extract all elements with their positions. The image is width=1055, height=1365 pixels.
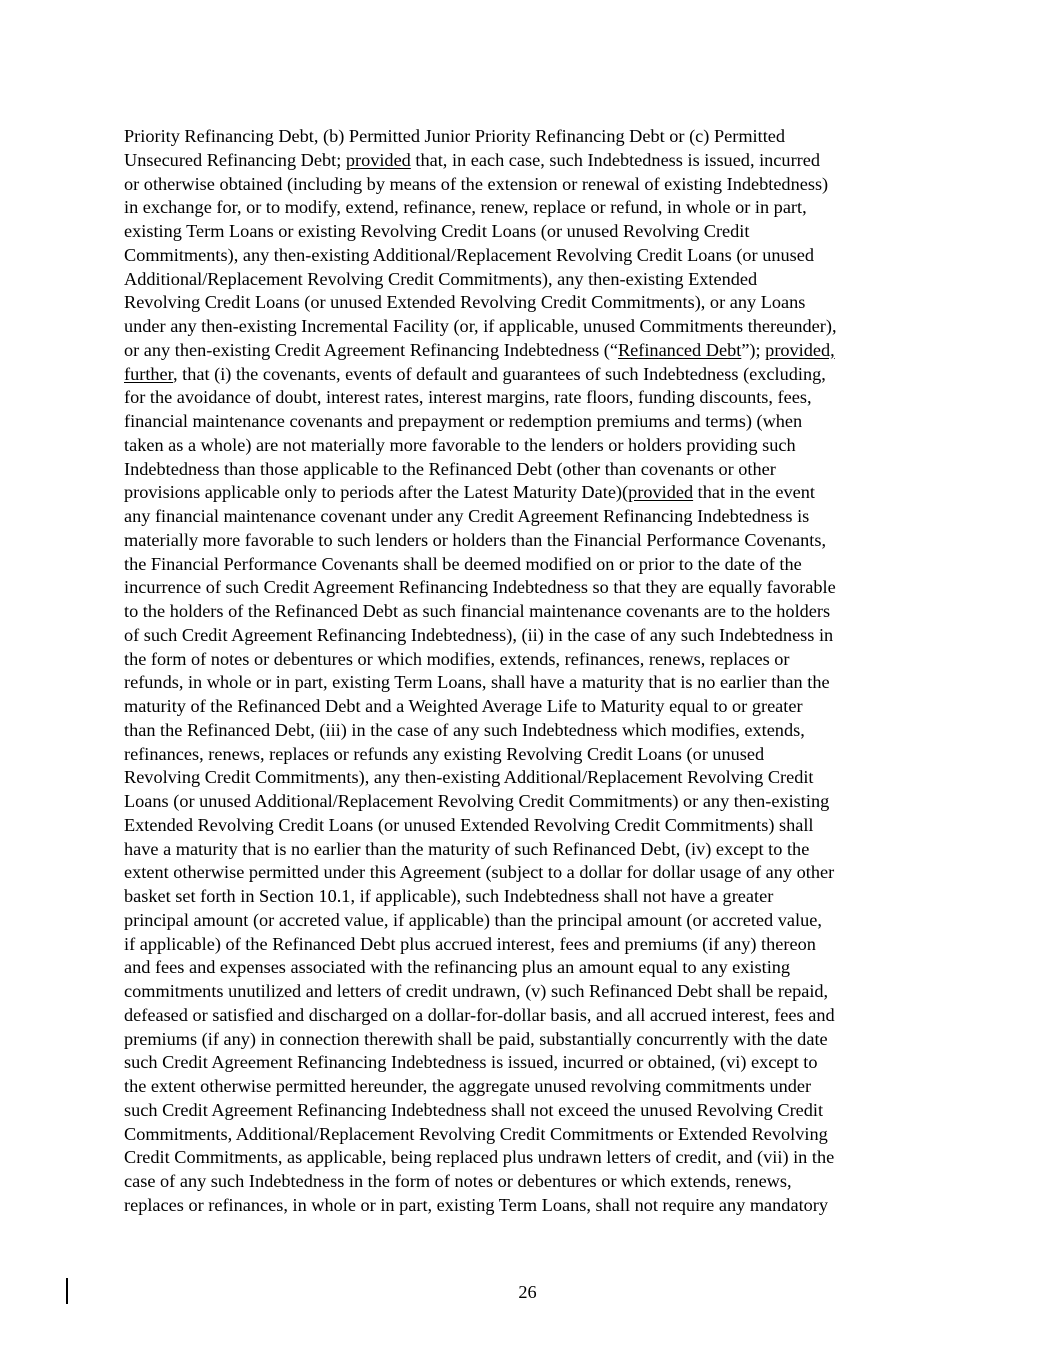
text-line (124, 386, 934, 410)
text-line (124, 695, 934, 719)
body-paragraph (124, 125, 934, 1218)
text-segment: Unsecured Refinancing Debt; (124, 149, 346, 170)
text-segment: than the Refinanced Debt, (iii) in the case of any such Indebtedness which modifies, extends, (124, 719, 805, 740)
text-segment: for the avoidance of doubt, interest rates, interest margins, rate floors, funding discounts, fees, (124, 387, 812, 408)
text-line (124, 220, 934, 244)
text-segment: in exchange for, or to modify, extend, refinance, renew, replace or refund, in whole or in part, (124, 197, 807, 218)
text-line (124, 909, 934, 933)
text-line (124, 671, 934, 695)
text-segment: such Credit Agreement Refinancing Indebtedness is issued, incurred or obtained, (vi) except to (124, 1052, 818, 1073)
text-segment: , that (i) the covenants, events of default and guarantees of such Indebtedness (excluding, (173, 363, 826, 384)
text-segment: maturity of the Refinanced Debt and a Weighted Average Life to Maturity equal to or greater (124, 696, 803, 716)
text-segment: the extent otherwise permitted hereunder, the aggregate unused revolving commitments under (124, 1076, 812, 1096)
text-line (124, 458, 934, 482)
text-segment: existing Term Loans or existing Revolving Credit Loans (or unused Revolving Credit (124, 221, 750, 241)
text-segment: principal amount (or accreted value, if applicable) than the principal amount (or accreted value, (124, 909, 822, 930)
text-line (124, 434, 934, 458)
text-segment: the form of notes or debentures or which modifies, extends, refinances, renews, replaces or (124, 648, 790, 669)
text-line (124, 173, 934, 197)
text-line (124, 268, 934, 292)
text-segment: Extended Revolving Credit Loans (or unused Extended Revolving Credit Commitments) shall (124, 814, 814, 835)
text-segment: extent otherwise permitted under this Agreement (subject to a dollar for dollar usage of any other (124, 862, 835, 883)
text-line (124, 1170, 934, 1194)
text-line (124, 624, 934, 648)
text-line (124, 1146, 934, 1170)
text-segment: the Financial Performance Covenants shall be deemed modified on or prior to the date of the (124, 553, 802, 574)
text-line (124, 956, 934, 980)
text-segment: case of any such Indebtedness in the form of notes or debentures or which extends, renews, (124, 1171, 792, 1191)
text-line (124, 1028, 934, 1052)
text-segment: Indebtedness than those applicable to the Refinanced Debt (other than covenants or other (124, 458, 776, 479)
text-line (124, 553, 934, 577)
text-line (124, 315, 934, 339)
text-segment: Loans (or unused Additional/Replacement Revolving Credit Commitments) or any then-existing (124, 791, 830, 811)
text-line (124, 1123, 934, 1147)
text-segment: to the holders of the Refinanced Debt as such financial maintenance covenants are to the holders (124, 601, 831, 621)
text-segment: that, in each case, such Indebtedness is issued, incurred (410, 149, 820, 170)
underlined-term: provided (628, 482, 694, 503)
text-segment: commitments unutilized and letters of credit undrawn, (v) such Refinanced Debt shall be repaid, (124, 981, 829, 1001)
text-line (124, 149, 934, 173)
text-line (124, 339, 934, 363)
text-segment: financial maintenance covenants and prepayment or redemption premiums and terms) (when (124, 411, 803, 431)
underlined-term: further (124, 363, 174, 384)
text-line (124, 1004, 934, 1028)
text-line (124, 576, 934, 600)
text-line (124, 1194, 934, 1218)
text-segment: replaces or refinances, in whole or in part, existing Term Loans, shall not require any mandatory (124, 1194, 829, 1215)
text-segment: Revolving Credit Commitments), any then-existing Additional/Replacement Revolving Credit (124, 767, 814, 788)
text-segment: Revolving Credit Loans (or unused Extended Revolving Credit Commitments), or any Loans (124, 292, 806, 313)
text-line (124, 766, 934, 790)
text-segment: under any then-existing Incremental Facility (or, if applicable, unused Commitments thereunder), (124, 316, 837, 336)
page-number: 26 (518, 1282, 537, 1302)
text-segment: refunds, in whole or in part, existing Term Loans, shall have a maturity that is no earlier than the (124, 672, 830, 693)
text-segment: ”); (741, 339, 766, 360)
text-line (124, 648, 934, 672)
text-segment: Credit Commitments, as applicable, being replaced plus undrawn letters of credit, and (vii) in the (124, 1147, 835, 1168)
text-segment: or otherwise obtained (including by means of the extension or renewal of existing Indebtedness) (124, 173, 829, 194)
text-line (124, 363, 934, 387)
text-segment: that in the event (693, 482, 815, 503)
text-line (124, 980, 934, 1004)
text-segment: premiums (if any) in connection therewith shall be paid, substantially concurrently with the date (124, 1028, 828, 1049)
text-line (124, 790, 934, 814)
text-line (124, 838, 934, 862)
text-segment: materially more favorable to such lenders or holders than the Financial Performance Covenants, (124, 529, 827, 550)
text-line (124, 1099, 934, 1123)
text-segment: refinances, renews, replaces or refunds any existing Revolving Credit Loans (or unused (124, 743, 765, 764)
text-line (124, 244, 934, 268)
text-segment: incurrence of such Credit Agreement Refinancing Indebtedness so that they are equally favorable (124, 577, 836, 598)
text-line (124, 291, 934, 315)
underlined-term: provided, (765, 339, 835, 360)
text-line (124, 196, 934, 220)
text-segment: provisions applicable only to periods after the Latest Maturity Date)( (124, 482, 629, 503)
text-segment: defeased or satisfied and discharged on a dollar-for-dollar basis, and all accrued interest, fees and (124, 1004, 835, 1025)
text-segment: such Credit Agreement Refinancing Indebtedness shall not exceed the unused Revolving Credit (124, 1099, 824, 1120)
text-segment: of such Credit Agreement Refinancing Indebtedness), (ii) in the case of any such Indebtedness in (124, 624, 834, 645)
text-line (124, 885, 934, 909)
text-segment: Commitments), any then-existing Additional/Replacement Revolving Credit Loans (or unused (124, 244, 815, 265)
underlined-term: provided (345, 149, 411, 170)
text-segment: any financial maintenance covenant under any Credit Agreement Refinancing Indebtedness is (124, 506, 810, 526)
text-segment: taken as a whole) are not materially more favorable to the lenders or holders providing such (124, 434, 796, 455)
text-line (124, 743, 934, 767)
text-line (124, 481, 934, 505)
text-segment: Additional/Replacement Revolving Credit Commitments), any then-existing Extended (124, 268, 758, 289)
text-line (124, 861, 934, 885)
text-line (124, 814, 934, 838)
text-line (124, 125, 934, 149)
text-segment: or any then-existing Credit Agreement Refinancing Indebtedness (“ (124, 339, 618, 360)
text-line (124, 1075, 934, 1099)
text-segment: have a maturity that is no earlier than the maturity of such Refinanced Debt, (iv) except to the (124, 838, 810, 859)
text-line (124, 933, 934, 957)
underlined-term: Refinanced Debt (617, 339, 742, 360)
text-line (124, 410, 934, 434)
text-line (124, 719, 934, 743)
text-line (124, 1051, 934, 1075)
text-segment: and fees and expenses associated with the refinancing plus an amount equal to any existing (124, 957, 791, 978)
text-segment: basket set forth in Section 10.1, if applicable), such Indebtedness shall not have a greater (124, 886, 774, 906)
text-segment: Commitments, Additional/Replacement Revolving Credit Commitments or Extended Revolving (124, 1123, 828, 1144)
text-line (124, 505, 934, 529)
text-segment: Priority Refinancing Debt, (b) Permitted Junior Priority Refinancing Debt or (c) Permitted (124, 126, 786, 146)
text-line (124, 529, 934, 553)
text-line (124, 600, 934, 624)
text-segment: if applicable) of the Refinanced Debt plus accrued interest, fees and premiums (if any) thereon (124, 933, 816, 954)
